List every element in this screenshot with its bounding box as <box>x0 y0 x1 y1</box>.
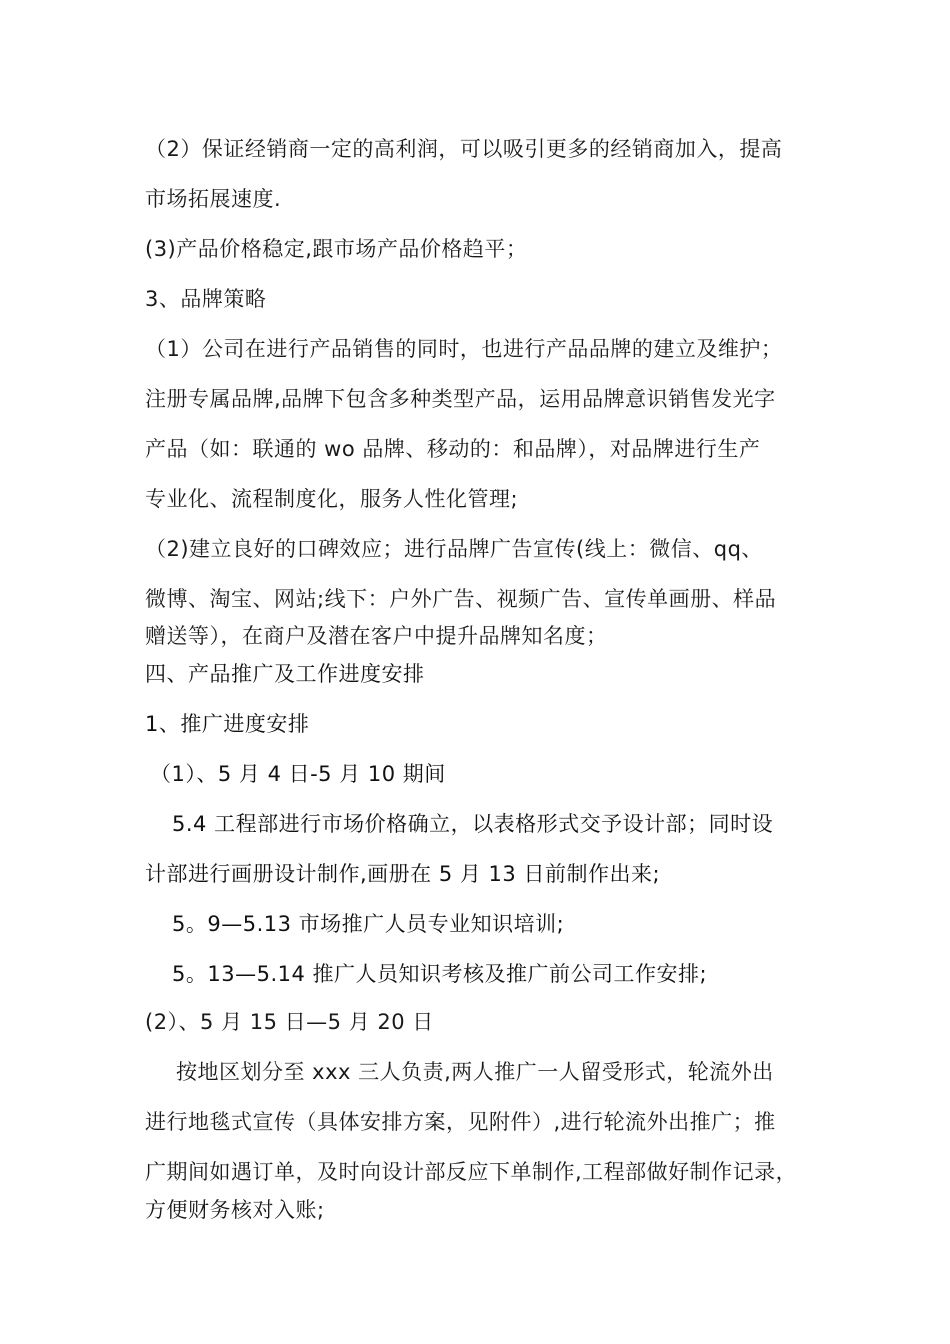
paragraph-line: 方便财务核对入账; <box>145 1198 325 1222</box>
schedule-item: 5。13—5.14 推广人员知识考核及推广前公司工作安排; <box>172 962 708 986</box>
paragraph-line: 市场拓展速度. <box>145 187 282 211</box>
section-heading: 1、推广进度安排 <box>145 712 310 736</box>
schedule-item: 5。9—5.13 市场推广人员专业知识培训; <box>172 912 565 936</box>
paragraph-line: （2）保证经销商一定的高利润，可以吸引更多的经销商加入，提高 <box>145 137 783 161</box>
paragraph-line: 微博、淘宝、网站;线下：户外广告、视频广告、宣传单画册、样品 <box>145 587 777 611</box>
schedule-item: 5.4 工程部进行市场价格确立，以表格形式交予设计部；同时设 <box>172 812 774 836</box>
schedule-period: (2）、5 月 15 日—5 月 20 日 <box>145 1010 434 1034</box>
paragraph-line: 广期间如遇订单，及时向设计部反应下单制作,工程部做好制作记录， <box>145 1160 798 1184</box>
schedule-period: （1）、5 月 4 日-5 月 10 期间 <box>150 762 446 786</box>
paragraph-line: 产品（如：联通的 wo 品牌、移动的：和品牌），对品牌进行生产 <box>145 437 761 461</box>
paragraph-line: 专业化、流程制度化，服务人性化管理; <box>145 487 519 511</box>
chapter-heading: 四、产品推广及工作进度安排 <box>145 662 425 686</box>
schedule-item: 计部进行画册设计制作,画册在 5 月 13 日前制作出来; <box>145 862 661 886</box>
paragraph-line: 进行地毯式宣传（具体安排方案，见附件）,进行轮流外出推广；推 <box>145 1110 776 1134</box>
paragraph-line: 注册专属品牌,品牌下包含多种类型产品，运用品牌意识销售发光字 <box>145 387 776 411</box>
section-heading: 3、品牌策略 <box>145 287 267 311</box>
paragraph-line: 按地区划分至 xxx 三人负责,两人推广一人留受形式，轮流外出 <box>176 1060 774 1084</box>
paragraph-line: （1）公司在进行产品销售的同时，也进行产品品牌的建立及维护； <box>145 337 783 361</box>
paragraph-line: （2)建立良好的口碑效应；进行品牌广告宣传(线上：微信、qq、 <box>145 537 763 561</box>
paragraph-line: (3)产品价格稳定,跟市场产品价格趋平； <box>145 237 528 261</box>
paragraph-line: 赠送等），在商户及潜在客户中提升品牌知名度； <box>145 624 608 648</box>
